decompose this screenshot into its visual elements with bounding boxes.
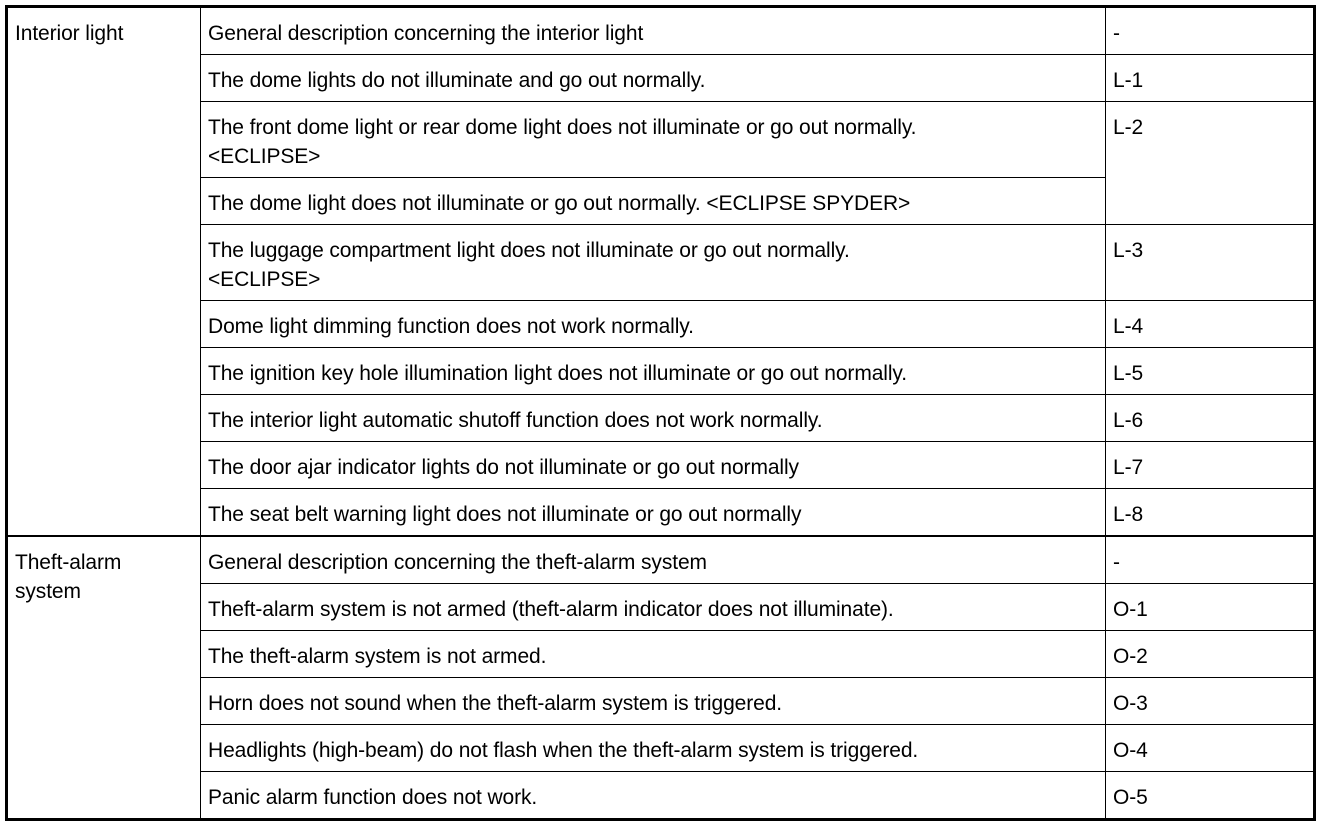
table-row <box>7 102 1315 178</box>
category-label-line2: system <box>15 580 81 603</box>
code-cell <box>1106 772 1315 820</box>
code-text: L-6 <box>1113 409 1144 432</box>
code-text: O-2 <box>1113 645 1148 668</box>
table-row <box>7 772 1315 820</box>
symptom-text: Headlights (high-beam) do not flash when the theft-alarm system is triggered. <box>208 739 919 762</box>
table-row <box>7 301 1315 348</box>
table-row <box>7 536 1315 584</box>
symptom-cell <box>201 7 1106 55</box>
table-row <box>7 55 1315 102</box>
code-cell <box>1106 55 1315 102</box>
symptom-cell <box>201 489 1106 537</box>
code-cell <box>1106 225 1315 301</box>
code-cell <box>1106 584 1315 631</box>
code-cell <box>1106 442 1315 489</box>
table-row <box>7 584 1315 631</box>
symptom-text: The interior light automatic shutoff function does not work normally. <box>208 409 823 432</box>
code-cell <box>1106 631 1315 678</box>
code-text: L-5 <box>1113 362 1144 385</box>
symptom-cell <box>201 55 1106 102</box>
troubleshooting-table <box>5 5 1316 821</box>
table-row <box>7 489 1315 537</box>
code-cell <box>1106 725 1315 772</box>
code-cell <box>1106 536 1315 584</box>
symptom-cell <box>201 678 1106 725</box>
code-text: O-1 <box>1113 598 1148 621</box>
symptom-text: The luggage compartment light does not illuminate or go out normally. <box>208 239 850 262</box>
symptom-text: The door ajar indicator lights do not illuminate or go out normally <box>208 456 799 479</box>
symptom-text: Horn does not sound when the theft-alarm system is triggered. <box>208 692 783 715</box>
code-cell <box>1106 7 1315 55</box>
code-text: O-3 <box>1113 692 1148 715</box>
model-tag: <ECLIPSE> <box>208 145 321 168</box>
symptom-text: Dome light dimming function does not work normally. <box>208 315 694 338</box>
table-row <box>7 442 1315 489</box>
symptom-cell <box>201 225 1106 301</box>
symptom-text: The front dome light or rear dome light does not illuminate or go out normally. <box>208 116 917 139</box>
table-row <box>7 725 1315 772</box>
symptom-cell <box>201 584 1106 631</box>
symptom-cell <box>201 536 1106 584</box>
code-cell <box>1106 301 1315 348</box>
symptom-cell <box>201 301 1106 348</box>
code-text: L-3 <box>1113 239 1144 262</box>
symptom-text: General description concerning the theft-alarm system <box>208 551 707 574</box>
symptom-text: The ignition key hole illumination light does not illuminate or go out normally. <box>208 362 907 385</box>
table-row <box>7 678 1315 725</box>
symptom-cell <box>201 725 1106 772</box>
symptom-text: General description concerning the interior light <box>208 22 644 45</box>
code-cell <box>1106 678 1315 725</box>
code-text: - <box>1113 551 1120 574</box>
table-row <box>7 225 1315 301</box>
code-text: O-5 <box>1113 786 1148 809</box>
symptom-cell <box>201 442 1106 489</box>
code-text: L-2 <box>1113 116 1144 139</box>
symptom-text: The dome lights do not illuminate and go out normally. <box>208 69 706 92</box>
code-text: L-7 <box>1113 456 1144 479</box>
category-label: Interior light <box>15 22 124 45</box>
code-cell <box>1106 489 1315 537</box>
code-cell <box>1106 102 1315 225</box>
model-tag: <ECLIPSE> <box>208 268 321 291</box>
table-row <box>7 395 1315 442</box>
table-row <box>7 348 1315 395</box>
symptom-cell <box>201 395 1106 442</box>
code-cell <box>1106 395 1315 442</box>
table-row <box>7 631 1315 678</box>
code-text: O-4 <box>1113 739 1148 762</box>
symptom-text: Theft-alarm system is not armed (theft-alarm indicator does not illuminate). <box>208 598 894 621</box>
symptom-text: Panic alarm function does not work. <box>208 786 538 809</box>
symptom-cell <box>201 631 1106 678</box>
code-text: L-4 <box>1113 315 1144 338</box>
symptom-cell <box>201 102 1106 178</box>
symptom-text: The seat belt warning light does not illuminate or go out normally <box>208 503 802 526</box>
table-row <box>7 7 1315 55</box>
category-theft-alarm-system <box>7 536 201 820</box>
category-interior-light <box>7 7 201 537</box>
code-text: - <box>1113 22 1120 45</box>
code-text: L-8 <box>1113 503 1144 526</box>
symptom-text: The dome light does not illuminate or go out normally. <ECLIPSE SPYDER> <box>208 192 911 215</box>
code-text: L-1 <box>1113 69 1144 92</box>
category-label: Theft-alarm <box>15 551 122 574</box>
code-cell <box>1106 348 1315 395</box>
symptom-cell <box>201 772 1106 820</box>
symptom-cell <box>201 348 1106 395</box>
symptom-cell <box>201 178 1106 225</box>
symptom-text: The theft-alarm system is not armed. <box>208 645 547 668</box>
